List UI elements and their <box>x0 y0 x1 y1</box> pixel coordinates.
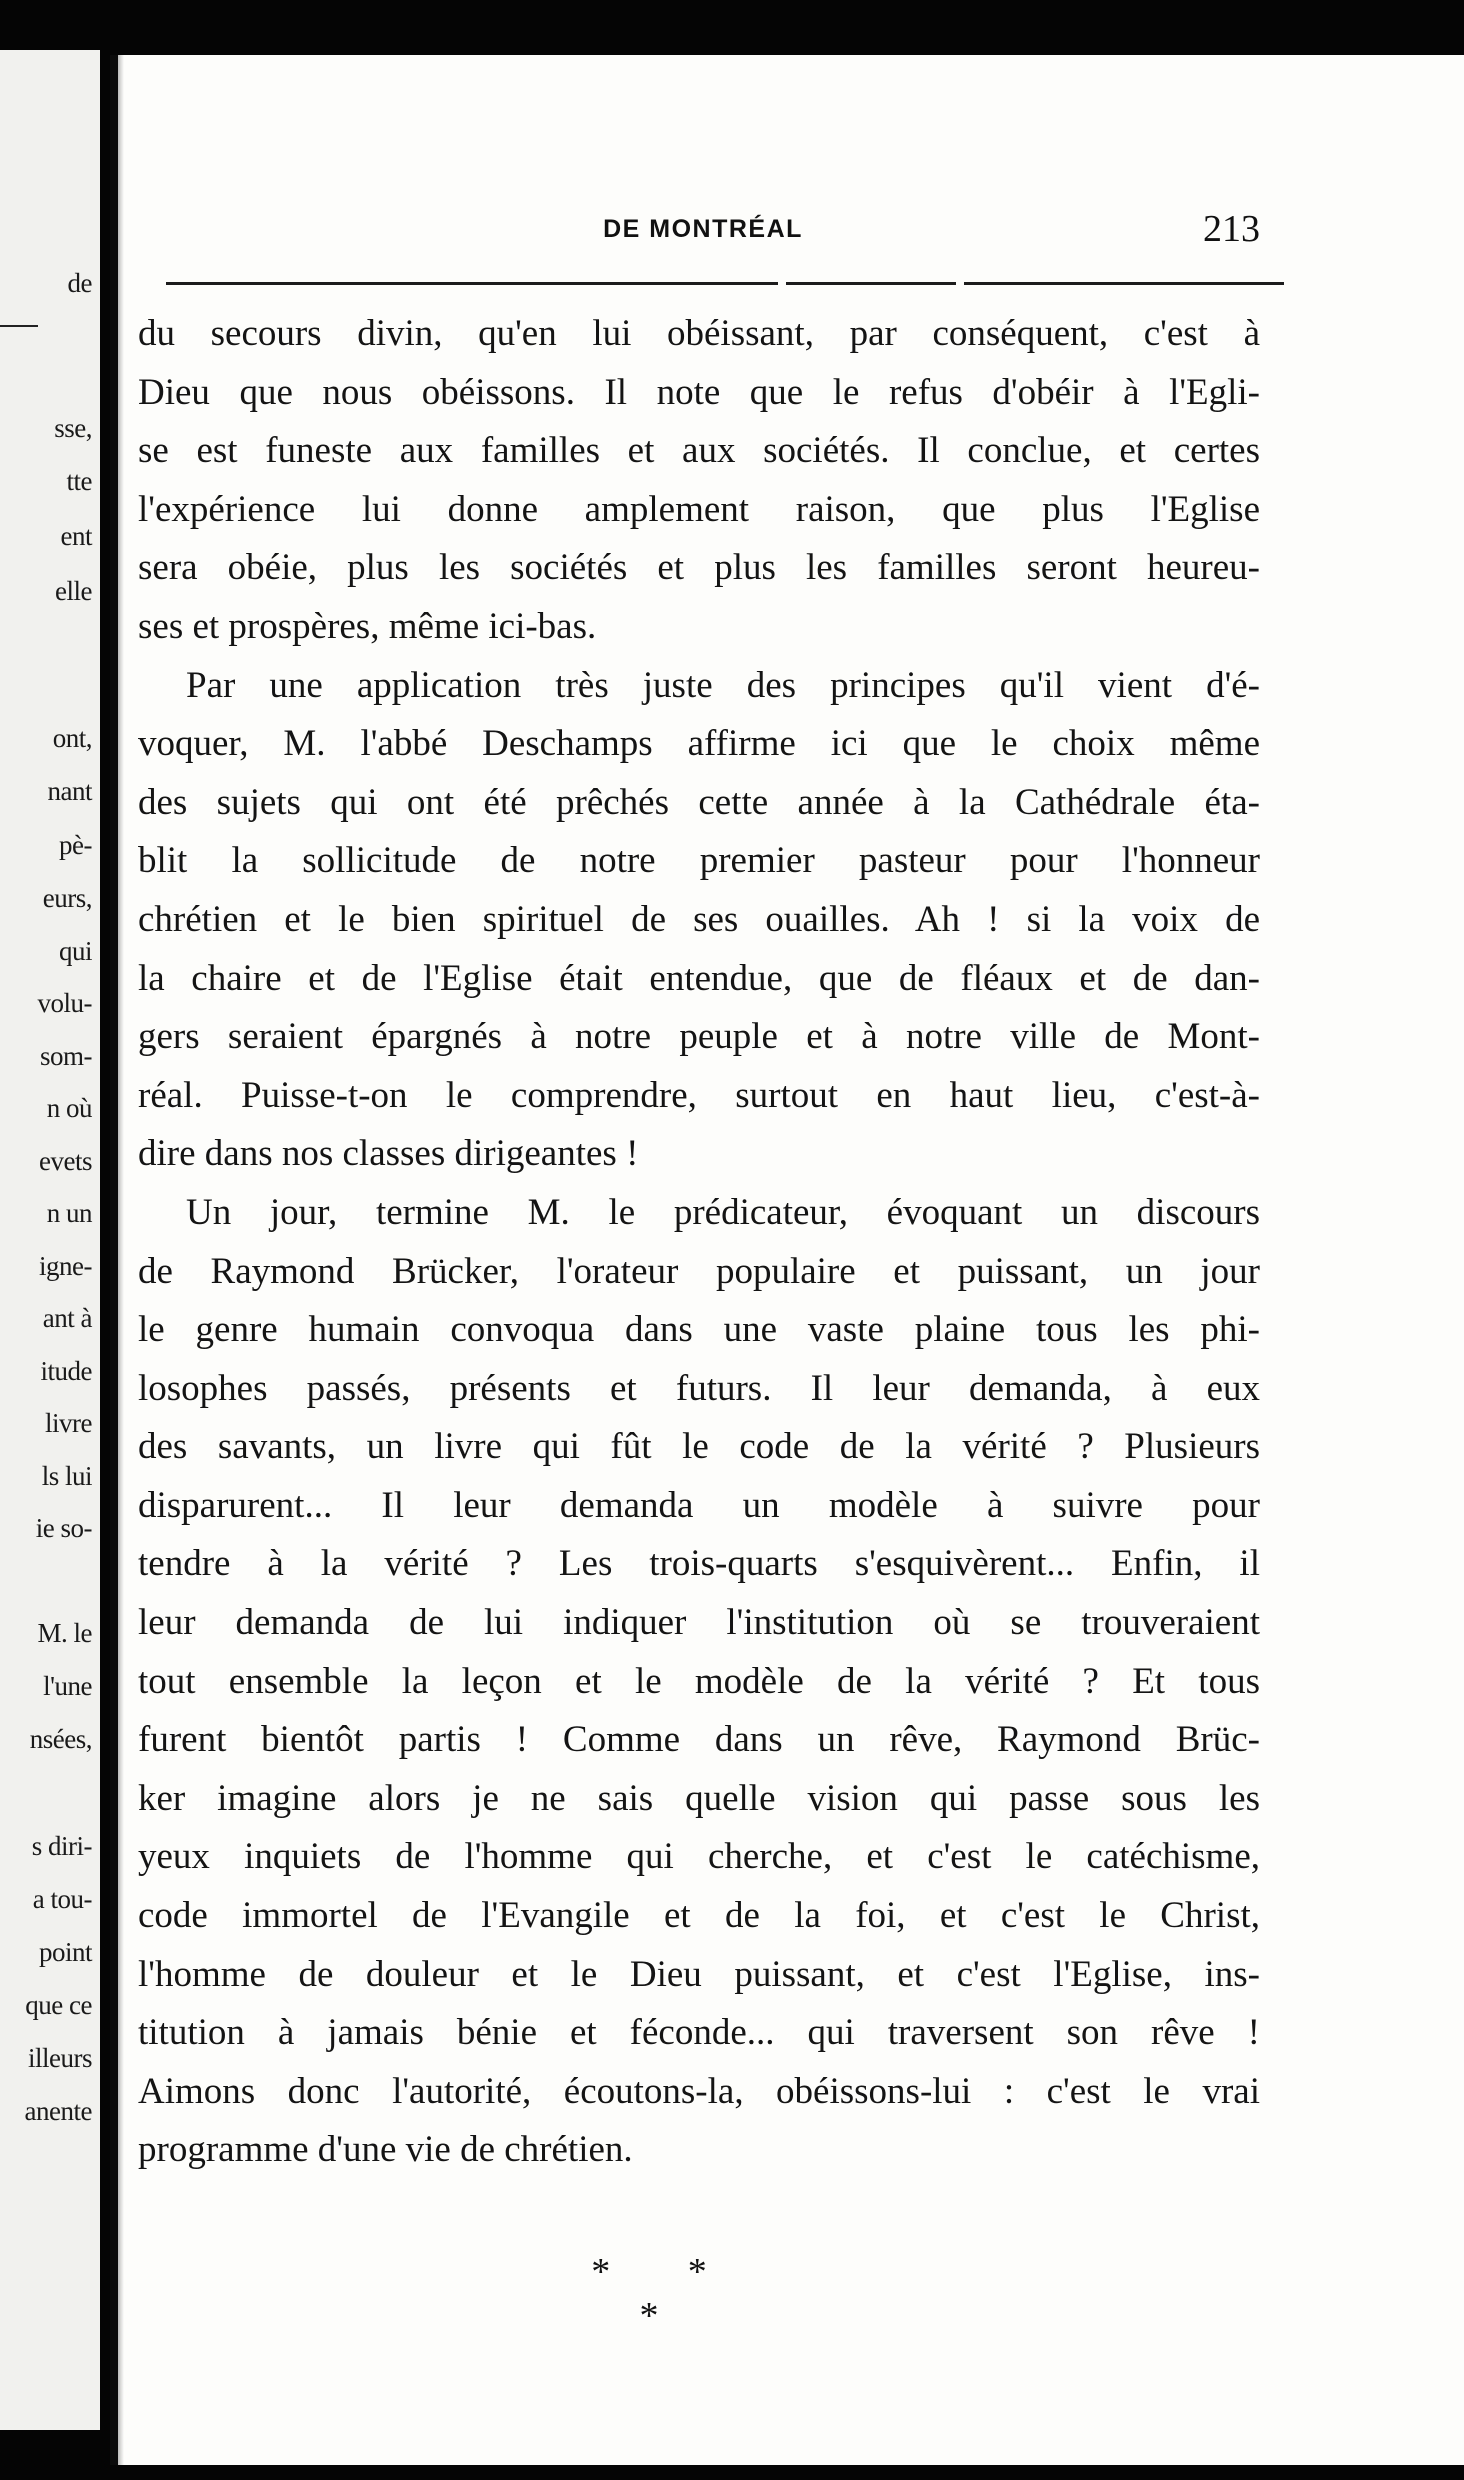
body-text <box>138 305 1260 2180</box>
paragraph <box>138 1184 1260 2180</box>
book-page <box>110 55 1464 2465</box>
text-line: Par une application très juste des principes qu'il vient d'é- <box>186 664 1260 706</box>
paragraph <box>138 305 1260 657</box>
previous-page-text-fragment: anente <box>24 2096 92 2126</box>
previous-page-text-fragment: ls lui <box>41 1461 92 1491</box>
text-line: des savants, un livre qui fût le code de la vérité ? Plusieurs <box>138 1426 1260 1468</box>
header-rule <box>964 282 1284 285</box>
previous-page-rule <box>0 325 38 327</box>
section-ornament: * * * <box>591 2251 741 2337</box>
text-line: Aimons donc l'autorité, écoutons-la, obéissons-lui : c'est le vrai <box>138 2070 1260 2112</box>
text-line: sera obéie, plus les sociétés et plus les familles seront heureu- <box>138 547 1260 589</box>
text-line: l'expérience lui donne amplement raison, que plus l'Eglise <box>138 488 1260 530</box>
running-head: DE MONTRÉAL <box>603 215 803 243</box>
previous-page-text-fragment: nsées, <box>29 1724 92 1754</box>
previous-page-text-fragment: nant <box>47 776 92 806</box>
previous-page-text-fragment: evets <box>39 1146 92 1176</box>
previous-page-text-fragment: elle <box>55 576 92 606</box>
previous-page-text-fragment: ont, <box>52 723 92 753</box>
previous-page-text-fragment: que ce <box>25 1990 92 2020</box>
text-line: titution à jamais bénie et féconde... qui traversent son rêve ! <box>138 2012 1260 2054</box>
text-line: le genre humain convoqua dans une vaste plaine tous les phi- <box>138 1309 1260 1351</box>
previous-page-text-fragment: ie so- <box>35 1513 92 1543</box>
previous-page-text-fragment: igne- <box>39 1251 92 1281</box>
previous-page-text-fragment: itude <box>40 1356 92 1386</box>
text-line: du secours divin, qu'en lui obéissant, par conséquent, c'est à <box>138 313 1260 354</box>
text-line: code immortel de l'Evangile et de la foi, et c'est le Christ, <box>138 1895 1260 1937</box>
text-line: ses et prospères, même ici-bas. <box>138 605 597 647</box>
text-line: disparurent... Il leur demanda un modèle à suivre pour <box>138 1484 1260 1526</box>
header-rule <box>786 282 956 285</box>
previous-page-text-fragment: qui <box>58 936 92 966</box>
text-line: tout ensemble la leçon et le modèle de la vérité ? Et tous <box>138 1660 1260 1702</box>
previous-page-text-fragment: s diri- <box>31 1831 92 1861</box>
text-line: furent bientôt partis ! Comme dans un rêve, Raymond Brüc- <box>138 1719 1260 1761</box>
text-line: tendre à la vérité ? Les trois-quarts s'esquivèrent... Enfin, il <box>138 1543 1260 1585</box>
text-line: programme d'une vie de chrétien. <box>138 2129 633 2171</box>
previous-page-text-fragment: ent <box>60 521 92 551</box>
text-line: gers seraient épargnés à notre peuple et à notre ville de Mont- <box>138 1016 1260 1058</box>
text-line: l'homme de douleur et le Dieu puissant, et c'est l'Eglise, ins- <box>138 1953 1260 1995</box>
previous-page-text-fragment: l'une <box>43 1671 92 1701</box>
text-line: ker imagine alors je ne sais quelle vision qui passe sous les <box>138 1777 1260 1819</box>
previous-page-edge <box>0 50 100 2430</box>
previous-page-text-fragment: illeurs <box>28 2043 92 2073</box>
previous-page-text-fragment: pè- <box>59 830 92 860</box>
paragraph <box>138 657 1260 1184</box>
text-line: la chaire et de l'Eglise était entendue, que de fléaux et de dan- <box>138 957 1260 999</box>
page-number: 213 <box>1203 208 1260 250</box>
previous-page-text-fragment: volu- <box>37 988 92 1018</box>
text-line: yeux inquiets de l'homme qui cherche, et c'est le catéchisme, <box>138 1836 1260 1878</box>
previous-page-text-fragment: eurs, <box>42 883 92 913</box>
gutter-shadow <box>118 55 124 2465</box>
text-line: chrétien et le bien spirituel de ses ouailles. Ah ! si la voix de <box>138 898 1260 940</box>
previous-page-text-fragment: M. le <box>37 1618 92 1648</box>
text-line: Un jour, termine M. le prédicateur, évoquant un discours <box>186 1191 1260 1233</box>
previous-page-text-fragment: a tou- <box>32 1884 92 1914</box>
text-line: blit la sollicitude de notre premier pasteur pour l'honneur <box>138 840 1260 882</box>
previous-page-text-fragment: som- <box>40 1041 92 1071</box>
text-line: Dieu que nous obéissons. Il note que le refus d'obéir à l'Egli- <box>138 371 1260 413</box>
text-line: dire dans nos classes dirigeantes ! <box>138 1133 639 1175</box>
previous-page-text-fragment: de <box>67 268 92 298</box>
text-line: losophes passés, présents et futurs. Il leur demanda, à eux <box>138 1367 1260 1409</box>
previous-page-text-fragment: ant à <box>42 1303 92 1333</box>
header-rule <box>166 282 778 285</box>
text-line: se est funeste aux familles et aux sociétés. Il conclue, et certes <box>138 430 1260 472</box>
text-line: réal. Puisse-t-on le comprendre, surtout en haut lieu, c'est-à- <box>138 1074 1260 1116</box>
previous-page-text-fragment: tte <box>66 466 92 496</box>
previous-page-text-fragment: livre <box>45 1408 92 1438</box>
text-line: de Raymond Brücker, l'orateur populaire et puissant, un jour <box>138 1250 1260 1292</box>
text-line: voquer, M. l'abbé Deschamps affirme ici que le choix même <box>138 723 1260 765</box>
previous-page-text-fragment: n un <box>46 1198 92 1228</box>
text-line: leur demanda de lui indiquer l'institution où se trouveraient <box>138 1602 1260 1644</box>
text-line: des sujets qui ont été prêchés cette année à la Cathédrale éta- <box>138 781 1260 823</box>
previous-page-text-fragment: n où <box>46 1093 92 1123</box>
previous-page-text-fragment: sse, <box>54 413 92 443</box>
previous-page-text-fragment: point <box>38 1937 92 1967</box>
